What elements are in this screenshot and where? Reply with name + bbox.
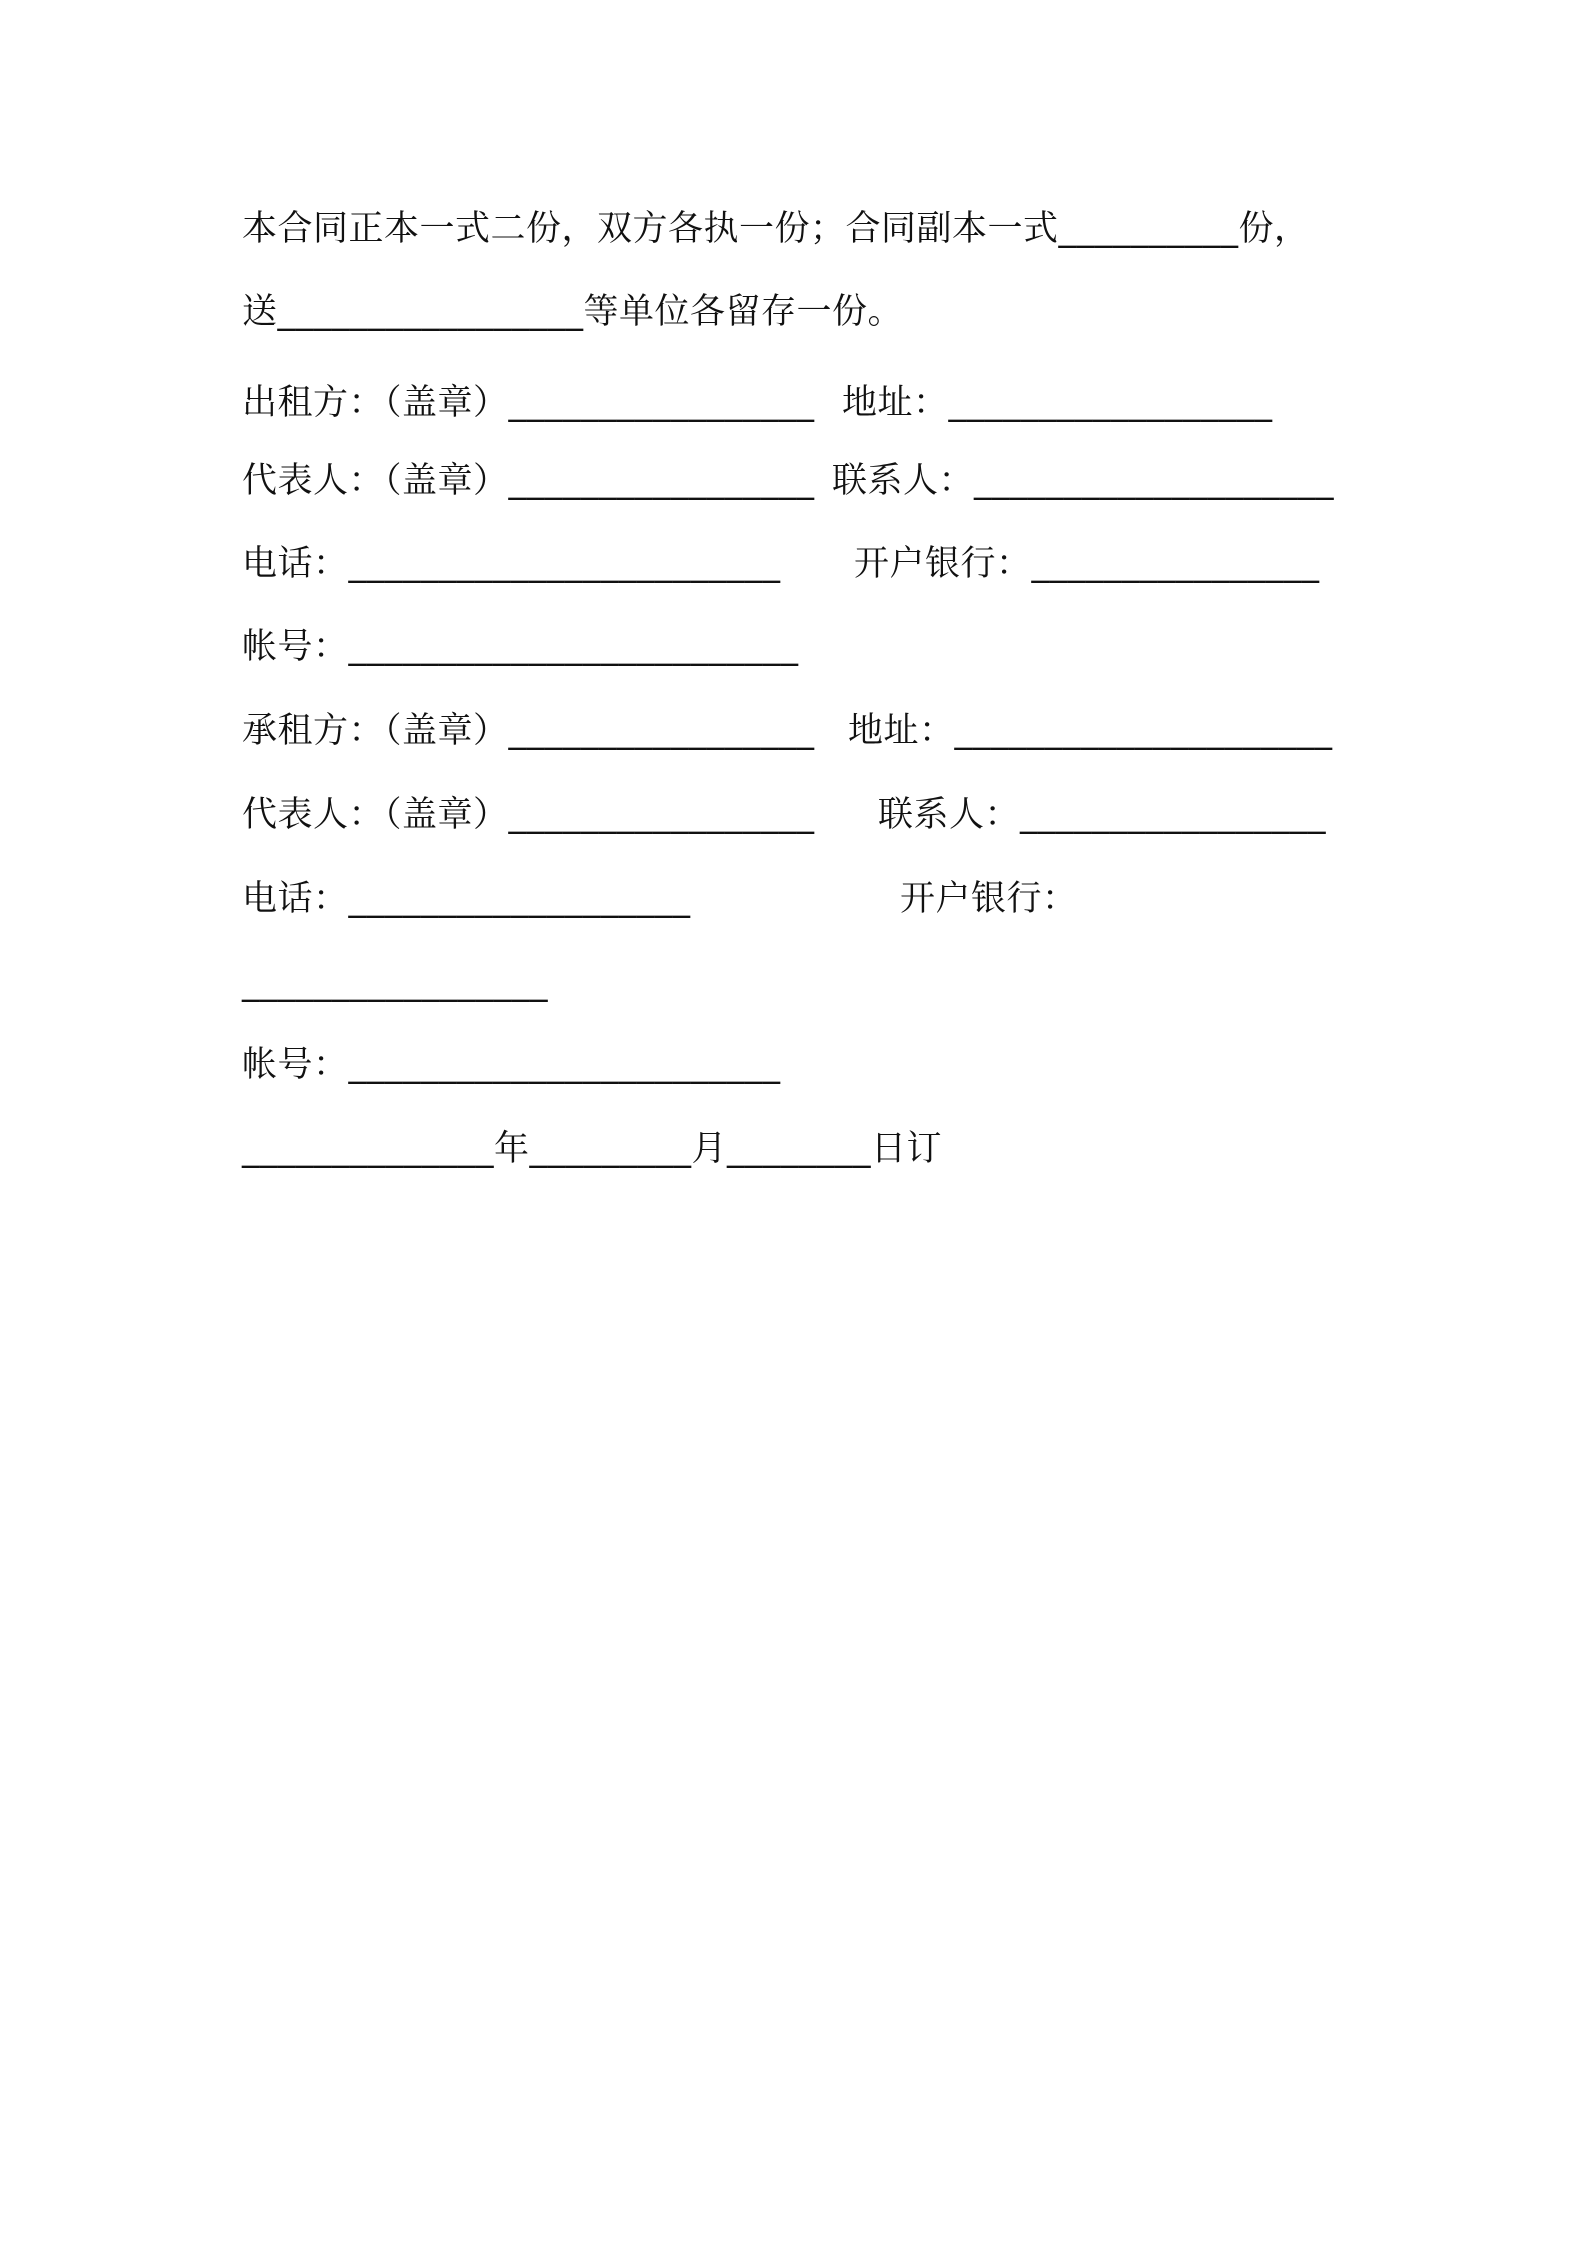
lessee-bank-blank: _________________ xyxy=(242,963,548,1003)
lessee-bank-label: 开户银行： xyxy=(900,879,1078,919)
distribution-text: 送_________________等单位各留存一份。 xyxy=(242,292,904,332)
lessor-party-field: 出租方：（盖章）_________________ xyxy=(242,383,815,423)
signing-date-row xyxy=(242,1126,943,1264)
lessor-phone-field: 电话：________________________ xyxy=(242,544,781,584)
lessee-representative-field: 代表人：（盖章）_________________ xyxy=(242,795,815,835)
lessee-phone-field: 电话：___________________ xyxy=(242,879,691,919)
copies-text: 本合同正本一式二份，双方各执一份；合同副本一式__________份， xyxy=(242,209,1310,249)
lessor-representative-field: 代表人：（盖章）_________________ xyxy=(242,461,815,501)
lessor-account-field: 帐号：_________________________ xyxy=(242,627,799,667)
lessor-address-field: 地址：__________________ xyxy=(842,383,1273,423)
lessor-bank-field: 开户银行：________________ xyxy=(854,544,1320,584)
signing-date-field: ______________年_________月________日订 xyxy=(242,1129,943,1169)
lessee-address-field: 地址：_____________________ xyxy=(848,711,1333,751)
lessee-contact-field: 联系人：_________________ xyxy=(878,795,1327,835)
lessee-party-field: 承租方：（盖章）_________________ xyxy=(242,711,815,751)
lessee-account-field: 帐号：________________________ xyxy=(242,1045,781,1085)
lessor-contact-field: 联系人：____________________ xyxy=(832,461,1335,501)
